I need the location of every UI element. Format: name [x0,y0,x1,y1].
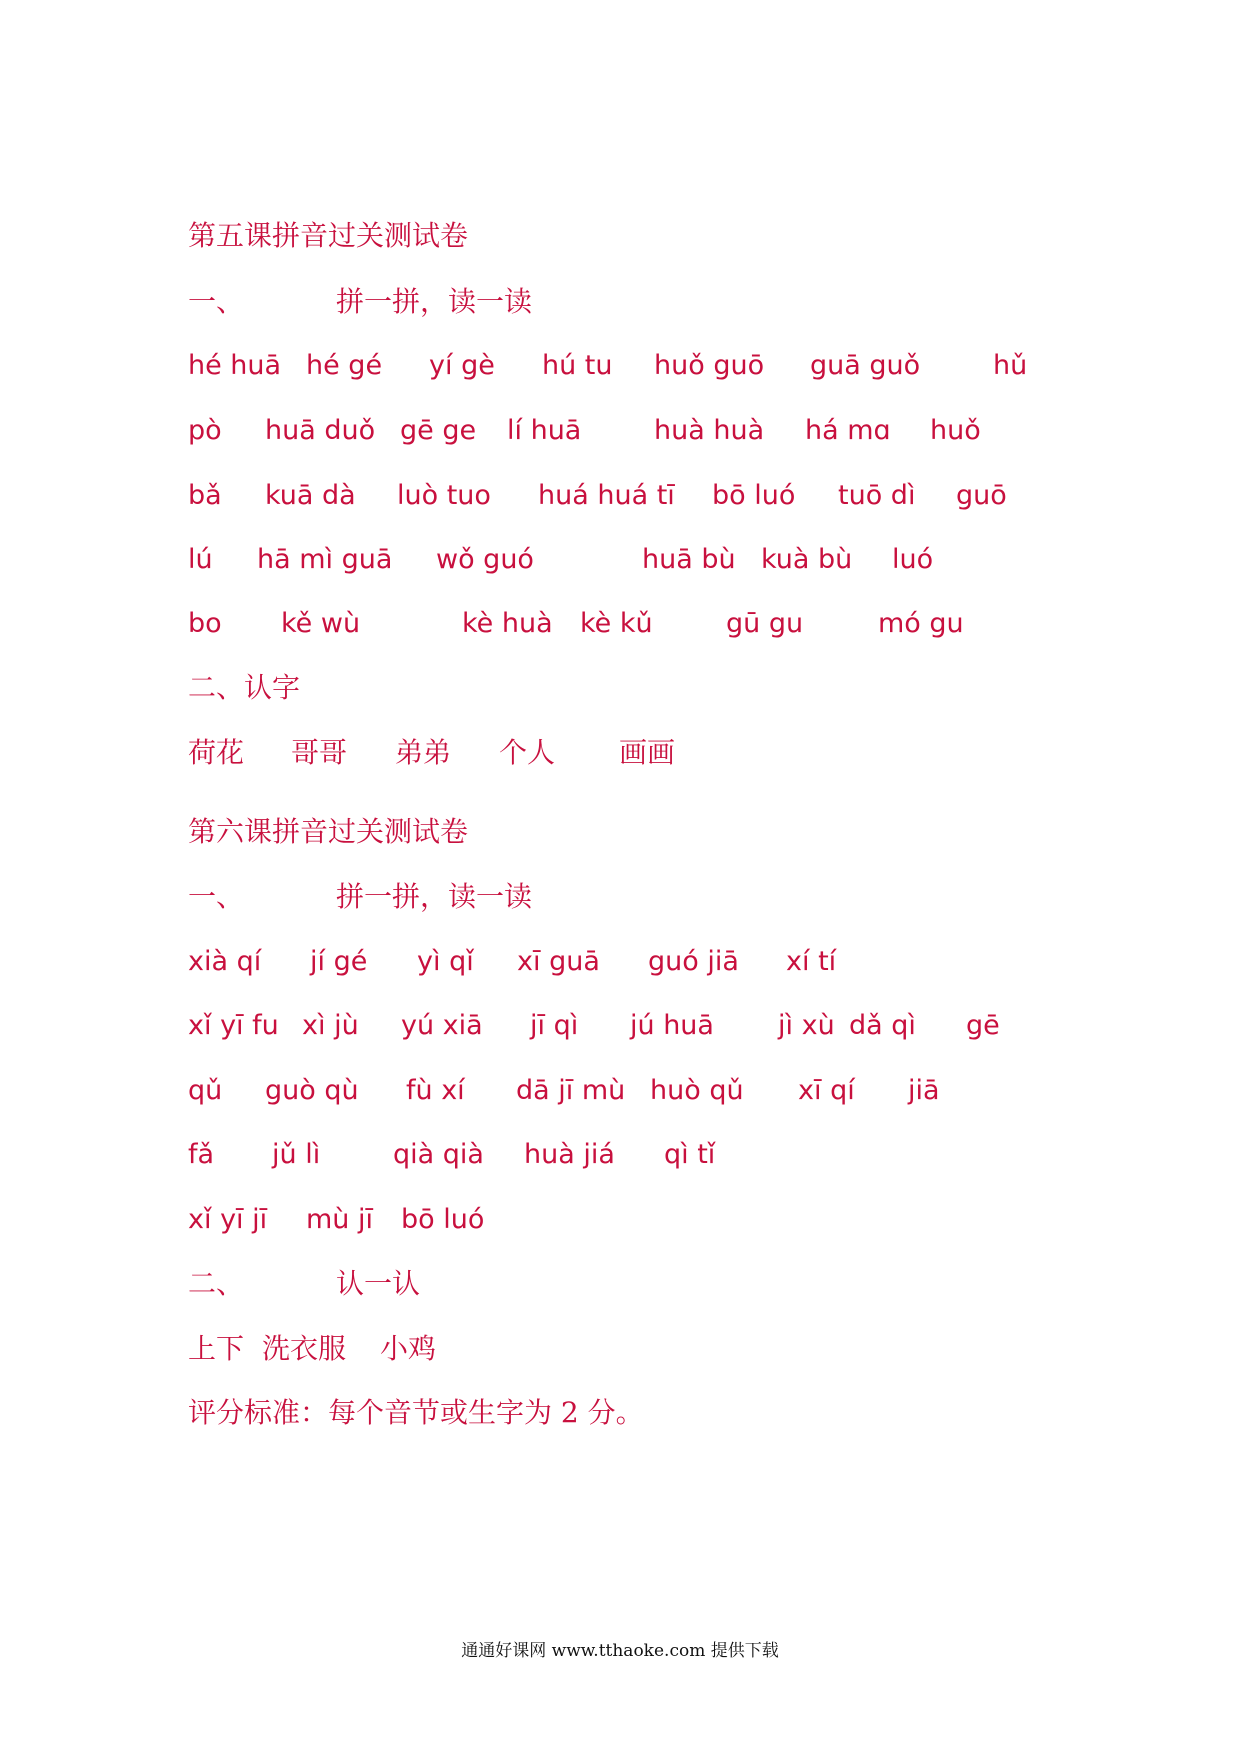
chinese-word: 小鸡 [380,1332,437,1365]
pinyin-word: jì xù [778,1010,835,1041]
footer-credit: 通通好课网 www.tthaoke.com 提供下载 [461,1641,779,1661]
lesson6-pinyin-row-2 [0,1006,1240,1046]
pinyin-word: wǒ guó [436,544,534,575]
pinyin-word: lí huā [507,415,582,446]
pinyin-word: xǐ yī jī [188,1204,268,1235]
pinyin-word: jǔ lì [272,1139,321,1170]
lesson5-section2-title: 二、认字 [188,671,301,704]
pinyin-word: bō luó [401,1204,485,1235]
lesson5-section2-heading [0,668,1240,708]
pinyin-word: huā bù [642,544,736,575]
pinyin-word: kuā dà [265,480,356,511]
pinyin-word: luò tuo [397,480,491,511]
pinyin-word: mó gu [878,608,964,639]
pinyin-word: luó [892,544,934,575]
lesson6-pinyin-row-1 [0,942,1240,982]
lesson6-title-line [0,812,1240,852]
scoring-line [0,1393,1240,1433]
chinese-word: 上下 [188,1332,245,1365]
pinyin-word: jú huā [630,1010,714,1041]
pinyin-word: hǔ [993,350,1028,381]
pinyin-word: bǎ [188,480,222,511]
pinyin-word: huá huá tī [538,480,675,511]
pinyin-word: bo [188,608,222,639]
pinyin-word: hú tu [542,350,613,381]
pinyin-word: huǒ [930,415,981,446]
pinyin-word: kě wù [281,608,361,639]
pinyin-word: fù xí [406,1075,465,1106]
pinyin-word: xià qí [188,946,262,977]
pinyin-word: kè kǔ [580,608,653,639]
lesson6-title: 第六课拼音过关测试卷 [188,815,469,848]
lesson5-section1-heading [0,282,1240,322]
chinese-word: 哥哥 [291,736,348,769]
pinyin-word: huǒ guō [654,350,765,381]
lesson5-section1-title: 拼一拼，读一读 [336,285,533,318]
lesson5-pinyin-row-2 [0,411,1240,451]
pinyin-word: lú [188,544,213,575]
pinyin-word: yí gè [429,350,495,381]
lesson5-title-line [0,216,1240,256]
lesson5-pinyin-row-1 [0,346,1240,386]
pinyin-word: guò qù [265,1075,359,1106]
pinyin-word: pò [188,415,222,446]
lesson6-pinyin-row-4 [0,1135,1240,1175]
pinyin-word: bō luó [712,480,796,511]
pinyin-word: huò qǔ [650,1075,744,1106]
pinyin-word: jī qì [530,1010,579,1041]
pinyin-word: guó jiā [648,946,739,977]
pinyin-word: dā jī mù [516,1075,626,1106]
pinyin-word: xī guā [517,946,600,977]
pinyin-word: qì tǐ [664,1139,716,1170]
chinese-word: 画画 [619,736,676,769]
lesson6-pinyin-row-5 [0,1200,1240,1240]
chinese-word: 洗衣服 [262,1332,347,1365]
pinyin-word: huà jiá [524,1139,615,1170]
pinyin-word: yì qǐ [417,946,474,977]
pinyin-word: guō [956,480,1007,511]
pinyin-word: yú xiā [401,1010,483,1041]
pinyin-word: kè huà [462,608,553,639]
pinyin-word: há mɑ [805,415,891,446]
lesson5-title: 第五课拼音过关测试卷 [188,219,469,252]
pinyin-word: gē [966,1010,1000,1041]
lesson6-section2-number: 二、 [188,1267,245,1300]
pinyin-word: tuō dì [838,480,916,511]
pinyin-word: dǎ qì [849,1010,916,1041]
scoring-criteria: 评分标准：每个音节或生字为 2 分。 [188,1396,644,1429]
pinyin-word: fǎ [188,1139,215,1170]
pinyin-word: jiā [908,1075,940,1106]
pinyin-word: huà huà [654,415,765,446]
lesson5-pinyin-row-5 [0,604,1240,644]
pinyin-word: xì jù [302,1010,359,1041]
lesson6-pinyin-row-3 [0,1071,1240,1111]
lesson6-words-row [0,1329,1240,1369]
lesson5-words-row [0,733,1240,773]
pinyin-word: gē ge [400,415,477,446]
pinyin-word: qià qià [393,1139,484,1170]
pinyin-word: qǔ [188,1075,223,1106]
pinyin-word: mù jī [306,1204,373,1235]
pinyin-word: hā mì guā [257,544,393,575]
lesson6-section2-heading [0,1264,1240,1304]
pinyin-word: guā guǒ [810,350,921,381]
pinyin-word: xí tí [786,946,837,977]
lesson6-section1-heading [0,877,1240,917]
pinyin-word: xǐ yī fu [188,1010,279,1041]
lesson6-section1-number: 一、 [188,880,245,913]
lesson6-section2-title: 认一认 [336,1267,421,1300]
pinyin-word: xī qí [798,1075,855,1106]
pinyin-word: huā duǒ [265,415,376,446]
pinyin-word: hé huā [188,350,282,381]
lesson6-section1-title: 拼一拼，读一读 [336,880,533,913]
pinyin-word: gū gu [726,608,804,639]
pinyin-word: kuà bù [761,544,853,575]
lesson5-pinyin-row-4 [0,540,1240,580]
chinese-word: 个人 [499,736,556,769]
chinese-word: 荷花 [188,736,245,769]
chinese-word: 弟弟 [395,736,452,769]
pinyin-word: hé gé [306,350,383,381]
lesson5-section1-number: 一、 [188,285,245,318]
pinyin-word: jí gé [310,946,368,977]
lesson5-pinyin-row-3 [0,476,1240,516]
